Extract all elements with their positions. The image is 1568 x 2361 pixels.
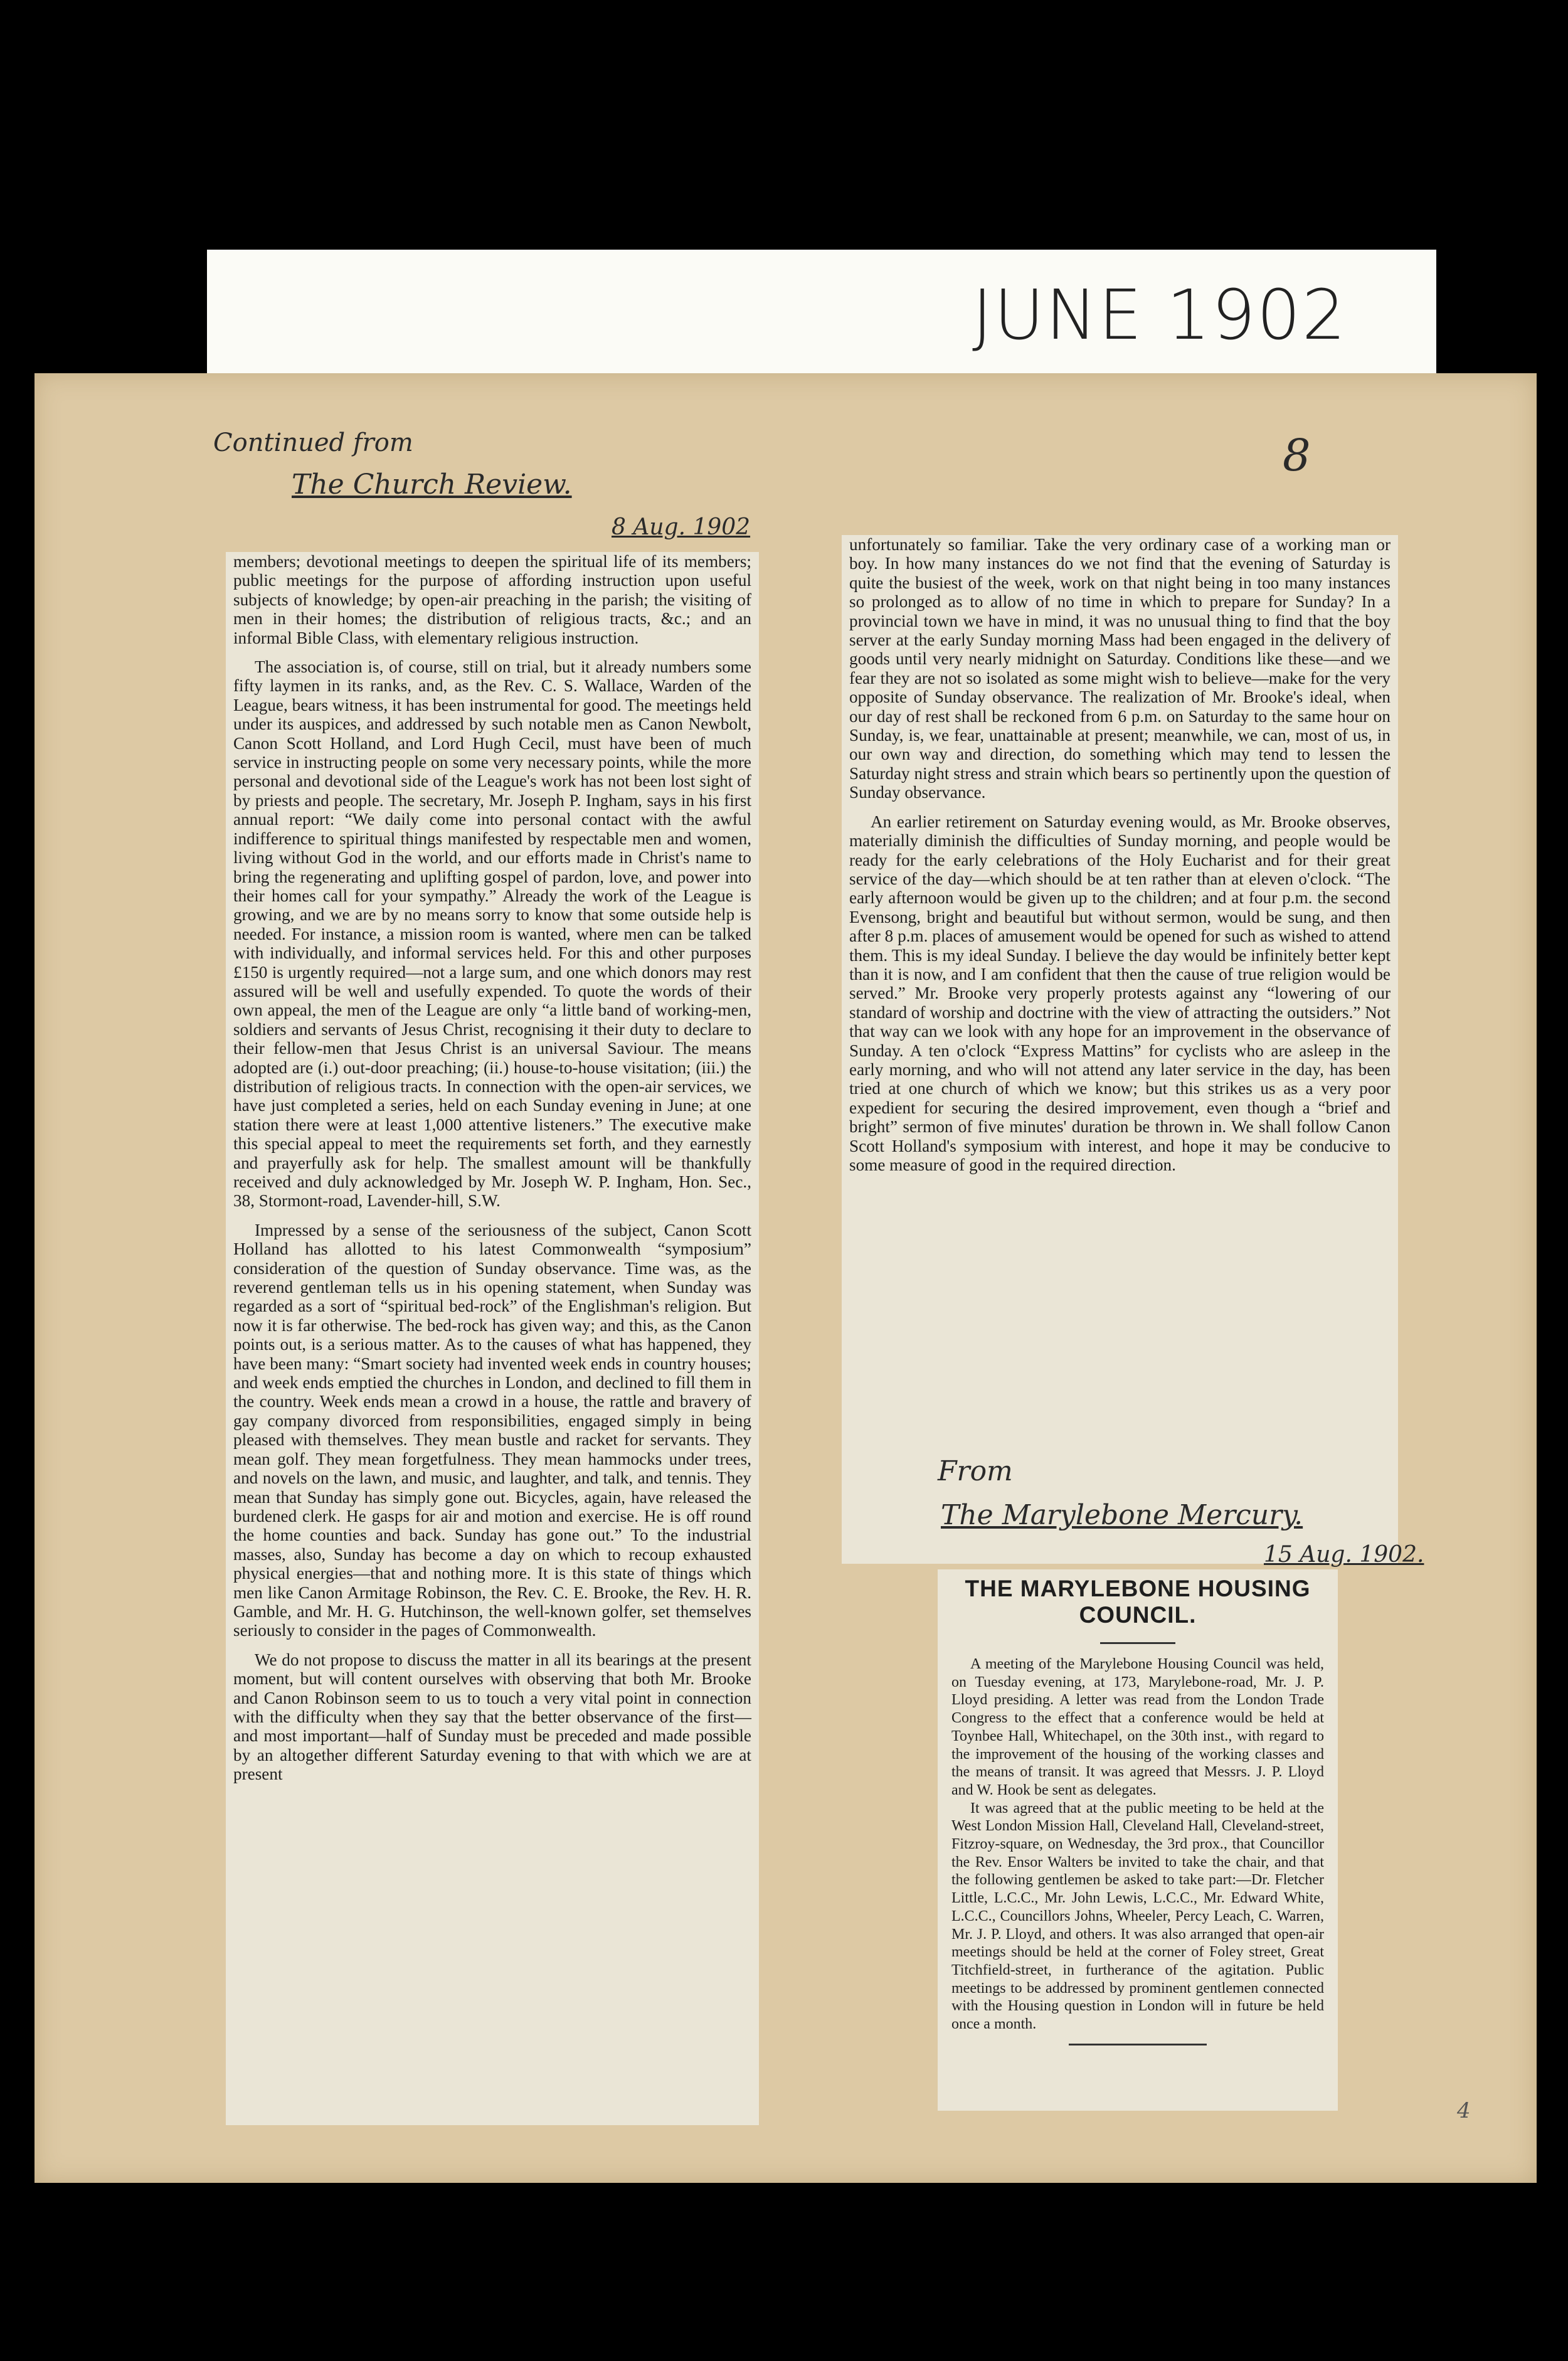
source-publication: The Marylebone Mercury. [941,1499,1303,1531]
article-clipping-right-column [842,535,1398,1564]
paragraph: unfortunately so familiar. Take the very ordinary case of a working man or boy. In how many instances do we not find that the evening of Saturday is quite the busiest of the week, work on that night being in too many instances so prolonged as to allow of no time in which to prepare for Sunday? In a provincial town we have in mind, it was no unusual thing to find that the boy server at the early Sunday morning Mass had been engaged in the delivery of goods until very nearly midnight on Saturday. Conditions like these—and we fear they are not so isolated as some might wish to believe—make for the very opposite of Sunday observance. The realization of Mr. Brooke's ideal, when our day of rest shall be reckoned from 6 p.m. on Saturday to the same hour on Sunday, is, we fear, unattainable at present; meanwhile, we can, most of us, in our own way and direction, do something which may tend to lessen the Saturday night stress and strain which bears so pertinently upon the question of Sunday observance. [849,535,1391,802]
paragraph: Impressed by a sense of the seriousness of the subject, Canon Scott Holland has allotted to his latest Commonwealth “symposium” consideration of the question of Sunday observance. Time was, as the reverend gentleman tells us in his opening statement, when Sunday was regarded as a sort of “spiritual bed-rock” of the Englishman's religion. But now it is far otherwise. The bed-rock has given way; and this, as the Canon points out, is a serious matter. As to the causes of what has happened, they have been many: “Smart society had invented week ends in country houses; and week ends emptied the churches in London, and declined to fill them in the country. Week ends mean a crowd in a house, the rattle and bravery of gay company divorced from responsibilities, engaged simply in being pleased with themselves. They mean bustle and racket for servants. They mean golf. They mean forgetfulness. They mean hammocks under trees, and novels on the lawn, and music, and laughter, and talk, and tennis. They mean that Sunday has simply gone out. Bicycles, again, have released the burdened clerk. He gasps for air and motion and exercise. He is off round the home counties and back. Sunday has gone out.” To the industrial masses, also, Sunday has become a day on which to recoup exhausted physical energies—that and nothing more. It is this state of things which men like Canon Armitage Robinson, the Rev. C. E. Brooke, the Rev. H. R. Gamble, and Mr. H. G. Hutchinson, the well-known golfer, set themselves seriously to consider in the pages of Commonwealth. [233,1220,751,1640]
article-clipping-left-column [226,552,759,2125]
scrapbook-page [34,373,1537,2183]
paragraph: A meeting of the Marylebone Housing Council was held, on Tuesday evening, at 173, Marylebone-road, Mr. J. P. Lloyd presiding. A letter was read from the London Trade Congress to the effect that a conference would be held at Toynbee Hall, Whitechapel, on the 30th inst., with regard to the improvement of the housing of the working classes and the means of transit. It was agreed that Messrs. J. P. Lloyd and W. Hook be sent as delegates. [951,1656,1324,1798]
paragraph: The association is, of course, still on trial, but it already numbers some fifty laymen in its ranks, and, as the Rev. C. S. Wallace, Warden of the League, bears witness, it has been instrumental for good. The meetings held under its auspices, and addressed by such notable men as Canon Newbolt, Canon Scott Holland, and Lord Hugh Cecil, must have been of much service in instructing people on some very necessary points, while the more personal and devotional side of the League's work has not been lost sight of by priests and people. The secretary, Mr. Joseph P. Ingham, says in his first annual report: “We daily come into personal contact with the awful indifference to spiritual things manifested by respectable men and women, living without God in the world, and our efforts made in Christ's name to bring the regenerating and uplifting gospel of pardon, love, and power into their homes call for your sympathy.” Already the work of the League is growing, and we are by no means sorry to know that some outside help is needed. For instance, a mission room is wanted, where men can be talked with individually, and informal services held. For this and other purposes £150 is urgently required—not a large sum, and one which donors may rest assured will be well and usefully expended. To quote the words of their own appeal, the men of the League are only “a little band of working-men, soldiers and servants of Jesus Christ, recognising it their duty to declare to their fellow-men that Jesus Christ is an universal Saviour. The means adopted are (i.) out-door preaching; (ii.) house-to-house visitation; (iii.) the distribution of religious tracts. In connection with the open-air services, we have just completed a series, held on each Sunday evening in June; at one station there were at least 1,000 attentive listeners.” The executive make this special appeal to meet the requirements set forth, and they earnestly and prayerfully ask for help. The smallest amount will be thankfully received and duly acknowledged by Mr. Joseph W. P. Ingham, Hon. Sec., 38, Stormont-road, Lavender-hill, S.W. [233,657,751,1211]
news-headline: THE MARYLEBONE HOUSING COUNCIL. [965,1576,1311,1628]
paragraph: It was agreed that at the public meeting to be held at the West London Mission Hall, Cleveland Hall, Cleveland-street, Fitzroy-square, on Wednesday, the 3rd prox., that Councillor the Rev. Ensor Walters be invited to take the chair, and that the following gentlemen be asked to take part:—Dr. Fletcher Little, L.C.C., Mr. John Lewis, L.C.C., Mr. Edward White, L.C.C., Councillors Johns, Wheeler, Percy Leach, C. Warren, Mr. J. P. Lloyd, and others. It was also arranged that open-air meetings should be held at the corner of Foley street, Great Titchfield-street, in furtherance of the agitation. Public meetings to be addressed by prominent gentlemen connected with the Housing question in London will in future be held once a month. [951,1800,1324,2033]
source-date: 15 Aug. 1902. [1264,1542,1424,1568]
source-publication: The Church Review. [292,469,572,501]
paragraph: members; devotional meetings to deepen the spiritual life of its members; public meetings for the purpose of affording instruction upon useful subjects of knowledge; by open-air preaching in the parish; the visiting of men in their homes; the distribution of religious tracts, &c.; and an informal Bible Class, with elementary religious instruction. [233,552,751,647]
paragraph: We do not propose to discuss the matter in all its bearings at the present moment, but will content ourselves with observing that both Mr. Brooke and Canon Robinson seem to us to touch a very vital point in connection with the difficulty when they say that the better observance of the first—and most important—half of Sunday must be preceded and made possible by an altogether different Saturday evening to that with which we are at present [233,1650,751,1784]
source-date: 8 Aug. 1902 [612,514,751,540]
page-number: 8 [1283,430,1311,481]
corner-mark: 4 [1457,2098,1471,2123]
news-clipping [938,1569,1338,2111]
divider [1100,1642,1175,1644]
from-note: From [938,1455,1013,1487]
continued-note: Continued from [213,428,413,457]
divider [1069,2044,1207,2045]
label-date: JUNE 1902 [972,275,1347,355]
paragraph: An earlier retirement on Saturday evening would, as Mr. Brooke observes, materially diminish the difficulties of Sunday morning, and people would be ready for the early celebrations of the Holy Eucharist and for their great service of the day—which should be at ten rather than at eleven o'clock. “The early afternoon would be given up to the children; and at four p.m. the second Evensong, bright and beautiful but without sermon, would be sung, and then after 8 p.m. places of amusement would be opened for such as wished to attend them. This is my ideal Sunday. I believe the day would be infinitely better kept than it is now, and I am confident that then the cause of true religion would be served.” Mr. Brooke very properly protests against any “lowering of our standard of worship and doctrine with the view of attracting the outsiders.” Not that way can we look with any hope for an improvement in the observance of Sunday. A ten o'clock “Express Mattins” for cyclists who are asleep in the early morning, and who will not attend any later service in the day, has been tried at one church of which we know; but this strikes us as a very poor expedient for securing the desired improvement, even though a “brief and bright” sermon of five minutes' duration be thrown in. We shall follow Canon Scott Holland's symposium with interest, and hope it may be conducive to some measure of good in the required direction. [849,812,1391,1174]
